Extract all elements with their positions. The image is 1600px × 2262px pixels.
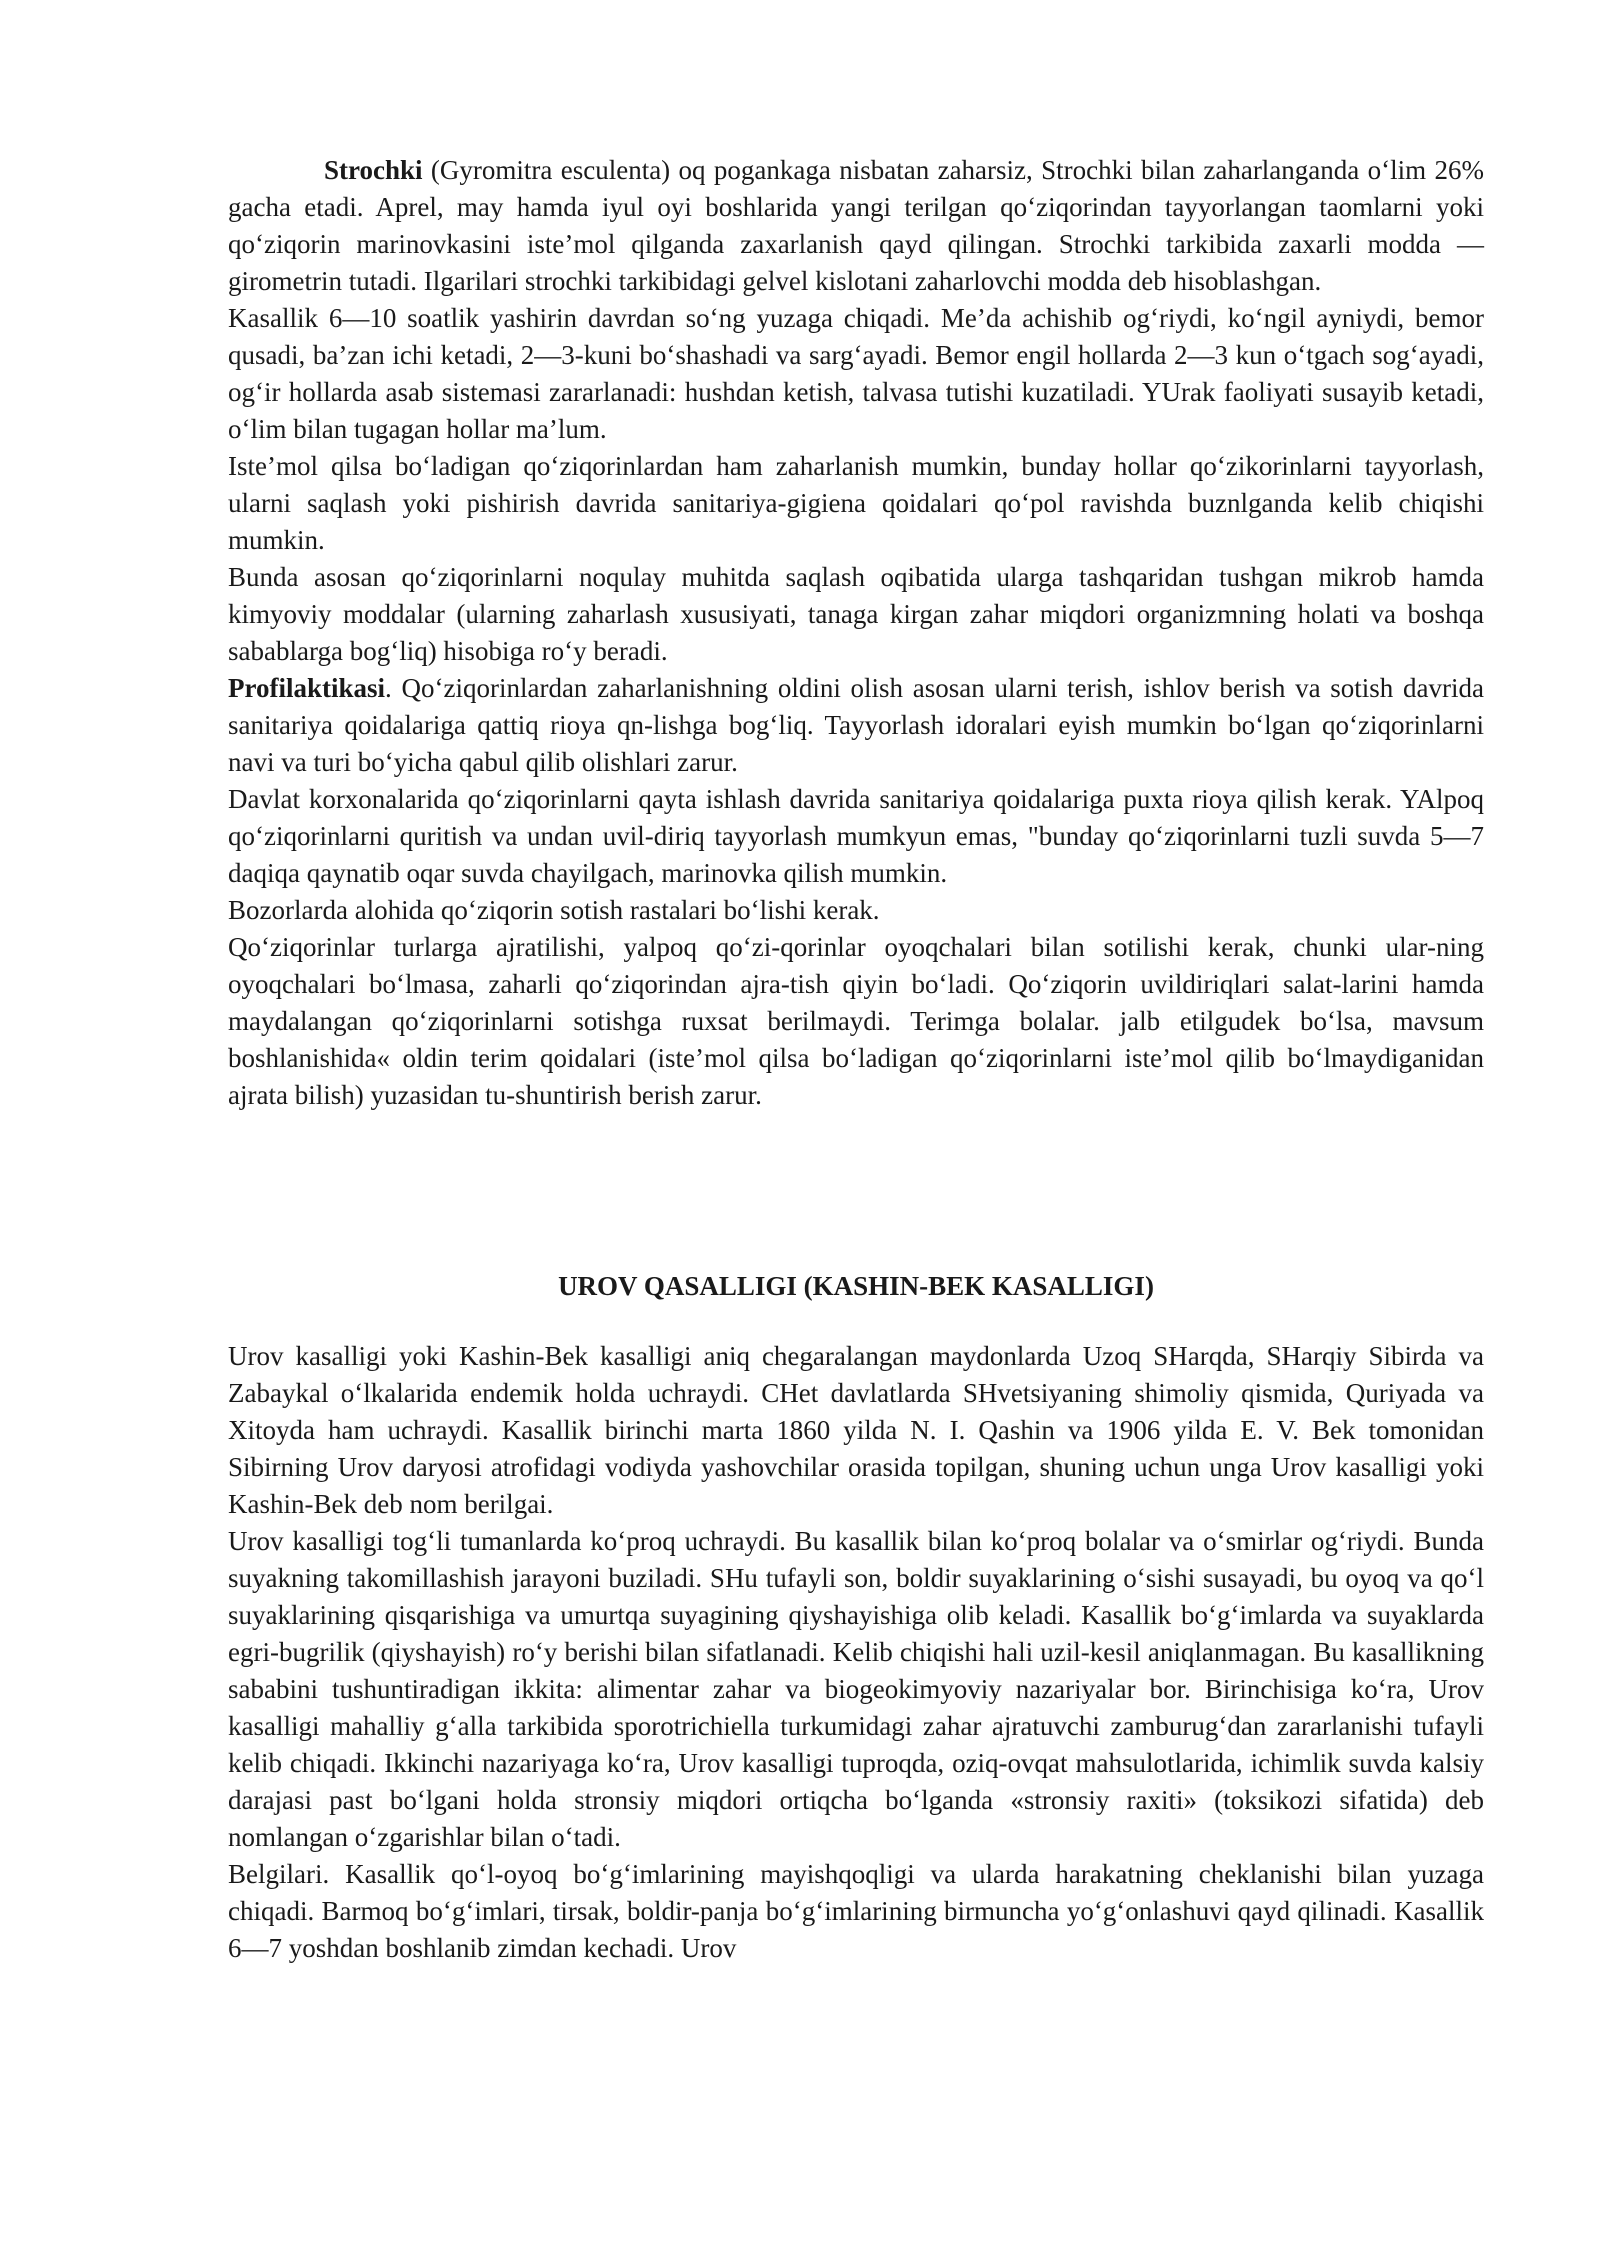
paragraph-prevention bbox=[228, 670, 1484, 781]
paragraph-sorting: Qo‘ziqorinlar turlarga ajratilishi, yalpoq qo‘zi-qorinlar oyoqchalari bilan sotilishi kerak, chunki ular-ning oyoqchalari bo‘lmasa, zaharli qo‘ziqorindan ajra-tish qiyin bo‘ladi. Qo‘ziqorin uvildiriqlari salat-larini hamda maydalangan qo‘ziqorinlarni sotishga ruxsat berilmaydi. Terimga bolalar. jalb etilgudek bo‘lsa, mavsum boshlanishida« oldin terim qoidalari (iste’mol qilsa bo‘ladigan qo‘ziqorinlarni iste’mol qilib bo‘lmaydiganidan ajrata bilish) yuzasidan tu-shuntirish berish zarur. bbox=[228, 932, 1484, 1110]
paragraph-strochki bbox=[228, 152, 1484, 300]
paragraph-urov-signs: Belgilari. Kasallik qo‘l-oyoq bo‘g‘imlarining mayishqoqligi va ularda harakatning cheklanishi bilan yuzaga chiqadi. Barmoq bo‘g‘imlari, tirsak, boldir-panja bo‘g‘imlarining birmuncha yo‘g‘onlashuvi qayd qilinadi. Kasallik 6—7 yoshdan boshlanib zimdan kechadi. Urov bbox=[228, 1859, 1484, 1963]
term-profilaktikasi: Profilaktikasi bbox=[228, 673, 386, 703]
paragraph-state-enterprises: Davlat korxonalarida qo‘ziqorinlarni qayta ishlash davrida sanitariya qoidalariga puxta rioya qilish kerak. YAlpoq qo‘ziqorinlarni quritish va undan uvil-diriq tayyorlash mumkyun emas, "bunday qo‘ziqorinlarni tuzli suvda 5—7 daqiqa qaynatib oqar suvda chayilgach, marinovka qilish mumkin. bbox=[228, 784, 1484, 888]
paragraph-urov-causes: Urov kasalligi tog‘li tumanlarda ko‘proq uchraydi. Bu kasallik bilan ko‘proq bolalar va o‘smirlar og‘riydi. Bunda suyakning takomillashish jarayoni buziladi. SHu tufayli son, boldir suyaklarining o‘sishi susayadi, bu oyoq va qo‘l suyaklarining qisqarishiga va umurtqa suyagining qiyshayishiga olib keladi. Kasallik bo‘g‘imlarda va suyaklarda egri-bugrilik (qiyshayish) ro‘y berishi bilan sifatlanadi. Kelib chiqishi hali uzil-kesil aniqlanmagan. Bu kasallikning sababini tushuntiradigan ikkita: alimentar zahar va biogeokimyoviy nazariyalar bor. Birinchisiga ko‘ra, Urov kasalligi mahalliy g‘alla tarkibida sporotrichiella turkumidagi zahar ajratuvchi zamburug‘dan zararlanishi tufayli kelib chiqadi. Ikkinchi nazariyaga ko‘ra, Urov kasalligi tuproqda, oziq-ovqat mahsulotlarida, ichimlik suvda kalsiy darajasi past bo‘lgani holda stronsiy miqdori ortiqcha bo‘lganda «stronsiy raxiti» (toksikozi sifatida) deb nomlangan o‘zgarishlar bilan o‘tadi. bbox=[228, 1526, 1484, 1852]
section-heading: UROV QASALLIGI (KASHIN-BEK KASALLIGI) bbox=[558, 1271, 1154, 1301]
paragraph-urov-intro: Urov kasalligi yoki Kashin-Bek kasalligi aniq chegaralangan maydonlarda Uzoq SHarqda, SHarqiy Sibirda va Zabaykal o‘lkalarida endemik holda uchraydi. CHet davlatlarda SHvetsiyaning shimoliy qismida, Quriyada va Xitoyda ham uchraydi. Kasallik birinchi marta 1860 yilda N. I. Qashin va 1906 yilda E. V. Bek tomonidan Sibirning Urov daryosi atrofidagi vodiyda yashovchilar orasida topilgan, shuning uchun unga Urov kasalligi yoki Kashin-Bek deb nom berilgai. bbox=[228, 1341, 1484, 1519]
paragraph-edible-mushrooms: Iste’mol qilsa bo‘ladigan qo‘ziqorinlardan ham zaharlanish mumkin, bunday hollar qo‘zikorinlarni tayyorlash, ularni saqlash yoki pishirish davrida sanitariya-gigiena qoidalari qo‘pol ravishda buznlganda kelib chiqishi mumkin. bbox=[228, 451, 1484, 555]
paragraph-text: (Gyromitra esculenta) oq pogankaga nisbatan zaharsiz, Strochki bilan zaharlanganda o‘lim 26% gacha etadi. Aprel, may hamda iyul oyi boshlarida yangi terilgan qo‘ziqorindan tayyorlangan taomlarni yoki qo‘ziqorin marinovkasini iste’mol qilganda zaxarlanish qayd qilingan. Strochki tarkibida zaxarli modda — girometrin tutadi. Ilgarilari strochki tarkibidagi gelvel kislotani zaharlovchi modda deb hisoblashgan. bbox=[228, 155, 1484, 296]
paragraph-storage: Bunda asosan qo‘ziqorinlarni noqulay muhitda saqlash oqibatida ularga tashqaridan tushgan mikrob hamda kimyoviy moddalar (ularning zaharlash xususiyati, tanaga kirgan zahar miqdori organizmning holati va boshqa sabablarga bog‘liq) hisobiga ro‘y beradi. bbox=[228, 562, 1484, 666]
section-mushroom-poisoning bbox=[228, 152, 1484, 1114]
paragraph-text: . Qo‘ziqorinlardan zaharlanishning oldini olish asosan ularni terish, ishlov berish va sotish davrida sanitariya qoidalariga qattiq rioya qn-lishga bog‘liq. Tayyorlash idoralari eyish mumkin bo‘lgan qo‘ziqorinlarni navi va turi bo‘yicha qabul qilib olishlari zarur. bbox=[228, 673, 1484, 777]
section-urov-disease bbox=[228, 1338, 1484, 1967]
term-strochki: Strochki bbox=[324, 155, 423, 185]
paragraph-symptoms: Kasallik 6—10 soatlik yashirin davrdan so‘ng yuzaga chiqadi. Me’da achishib og‘riydi, ko‘ngil ayniydi, bemor qusadi, ba’zan ichi ketadi, 2—3-kuni bo‘shashadi va sarg‘ayadi. Bemor engil hollarda 2—3 kun o‘tgach sog‘ayadi, og‘ir hollarda asab sistemasi zararlanadi: hushdan ketish, talvasa tutishi kuzatiladi. YUrak faoliyati susayib ketadi, o‘lim bilan tugagan hollar ma’lum. bbox=[228, 303, 1484, 444]
paragraph-markets: Bozorlarda alohida qo‘ziqorin sotish rastalari bo‘lishi kerak. bbox=[228, 895, 880, 925]
